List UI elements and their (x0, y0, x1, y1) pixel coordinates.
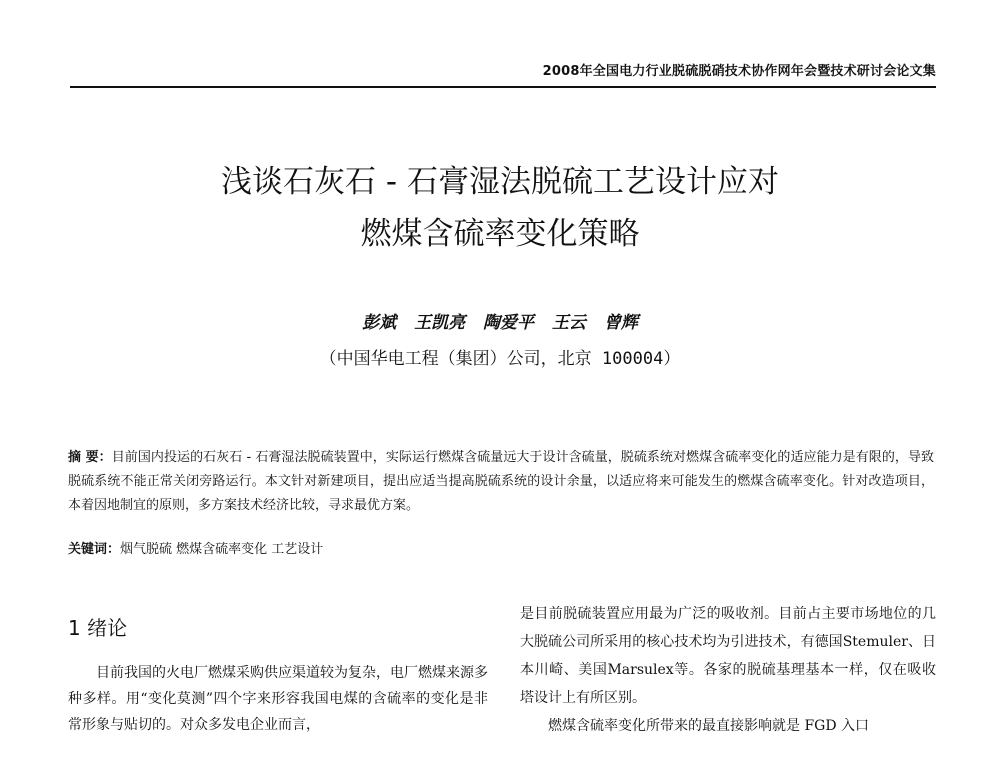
abstract-text: 目前国内投运的石灰石 - 石膏湿法脱硫装置中，实际运行燃煤含硫量远大于设计含硫量，脱硫系统对燃煤含硫率变化的适应能力是有限的，导致脱硫系统不能正常关闭旁路运行。本文针对新建项目，提出应适当提高脱硫系统的设计余量，以适应将来可能发生的燃煤含硫率变化。针对改造项目，本着因地制宜的原则，多方案技术经济比较，寻求最优方案。 (68, 450, 934, 513)
body-paragraph: 是目前脱硫装置应用最为广泛的吸收剂。目前占主要市场地位的几大脱硫公司所采用的核心技术均为引进技术，有德国Stemuler、日本川崎、美国Marsulex等。各家的脱硫基理基本一样，仅在吸收塔设计上有所区别。 (520, 606, 936, 706)
abstract-label: 摘 要： (68, 450, 112, 465)
author-list: 彭斌 王凯亮 陶爱平 王云 曾辉 (362, 313, 638, 333)
left-column (68, 660, 488, 738)
keywords-text: 烟气脱硫 燃煤含硫率变化 工艺设计 (120, 542, 324, 557)
running-header: 2008年全国电力行业脱硫脱硝技术协作网年会暨技术研讨会论文集 (542, 64, 936, 79)
right-column (520, 600, 936, 740)
body-paragraph: 目前我国的火电厂燃煤采购供应渠道较为复杂，电厂燃煤来源多种多样。用“变化莫测”四个字来形容我国电煤的含硫率的变化是非常形象与贴切的。对众多发电企业而言， (68, 665, 488, 733)
abstract-block (68, 446, 934, 518)
keywords-block (68, 538, 934, 562)
body-paragraph: 燃煤含硫率变化所带来的最直接影响就是 FGD 入口 (548, 718, 870, 734)
affiliation: （中国华电工程（集团）公司，北京 100004） (319, 349, 681, 369)
header-divider (70, 86, 936, 88)
section-heading: 1 绪论 (68, 616, 128, 640)
paper-title-line-1: 浅谈石灰石 - 石膏湿法脱硫工艺设计应对 (221, 164, 779, 200)
keywords-label: 关键词： (68, 542, 121, 557)
paper-title-line-2: 燃煤含硫率变化策略 (360, 216, 640, 252)
